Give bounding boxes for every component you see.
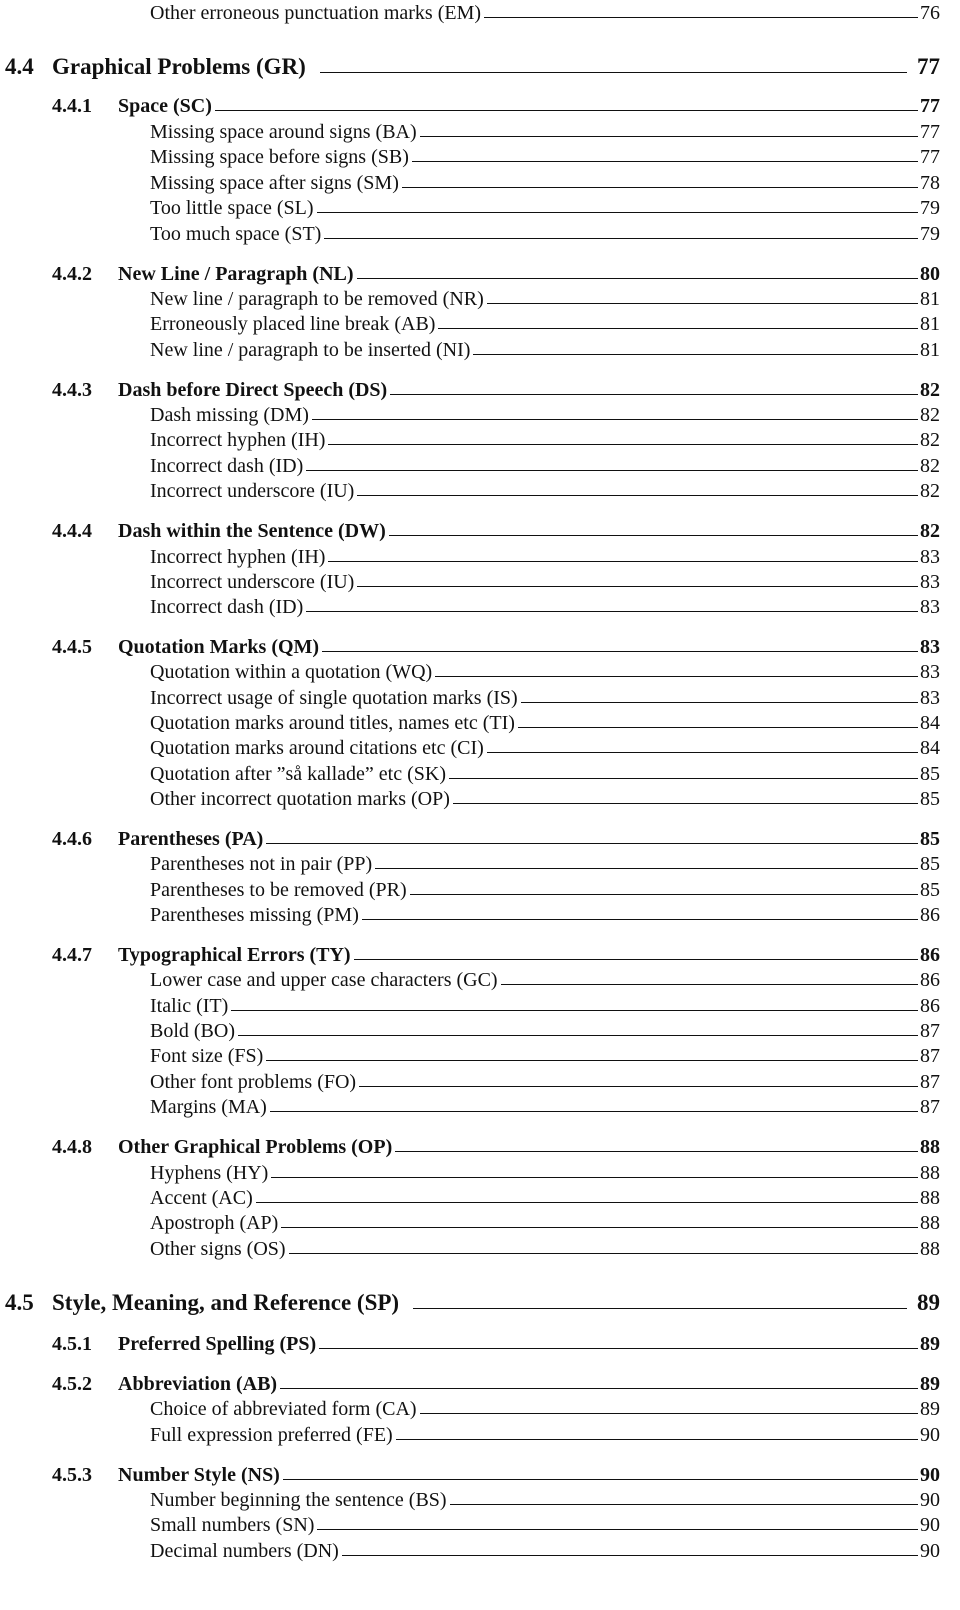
toc-leader-line: [283, 1479, 918, 1480]
toc-entry-label: Incorrect dash (ID): [150, 596, 304, 618]
toc-item: [150, 1212, 940, 1235]
toc-entry-label: Incorrect dash (ID): [150, 455, 304, 477]
toc-leader-line: [317, 212, 918, 213]
toc-entry-label: Number beginning the sentence (BS): [150, 1489, 447, 1511]
toc-leader-line: [266, 1060, 918, 1061]
toc-leader-line: [413, 1308, 907, 1309]
toc-leader-line: [395, 1151, 918, 1152]
toc-entry-number: 4.4.7: [52, 944, 92, 966]
toc-entry-label: Abbreviation (AB): [118, 1373, 278, 1395]
toc-item: [150, 404, 940, 427]
toc-leader-line: [270, 1111, 918, 1112]
toc-item: [150, 1398, 940, 1421]
toc-entry-label: Graphical Problems (GR): [52, 54, 306, 79]
toc-subsection: [52, 1333, 940, 1356]
toc-leader-line: [396, 1439, 918, 1440]
toc-page-number: 88: [920, 1212, 940, 1234]
toc-page-number: 83: [920, 546, 940, 568]
toc-entry-label: Incorrect hyphen (IH): [150, 546, 326, 568]
toc-entry-label: Full expression preferred (FE): [150, 1424, 393, 1446]
toc-page-number: 82: [920, 429, 940, 451]
toc-entry-label: Choice of abbreviated form (CA): [150, 1398, 417, 1420]
toc-page-number: 83: [920, 687, 940, 709]
toc-page-number: 83: [920, 571, 940, 593]
toc-entry-label: New line / paragraph to be removed (NR): [150, 288, 484, 310]
toc-item: [150, 121, 940, 144]
toc-leader-line: [342, 1555, 918, 1556]
toc-entry-label: Other erroneous punctuation marks (EM): [150, 2, 482, 24]
toc-entry-label: Typographical Errors (TY): [118, 944, 351, 966]
toc-entry-label: Parentheses to be removed (PR): [150, 879, 407, 901]
toc-subsection: [52, 944, 940, 967]
toc-item: [150, 853, 940, 876]
toc-item: [150, 1540, 940, 1563]
toc-entry-label: Parentheses not in pair (PP): [150, 853, 373, 875]
toc-section: [5, 54, 940, 80]
toc-entry-number: 4.4.3: [52, 379, 92, 401]
toc-leader-line: [280, 1388, 918, 1389]
toc-entry-label: Incorrect usage of single quotation marks (IS): [150, 687, 518, 709]
toc-entry-number: 4.4.5: [52, 636, 92, 658]
toc-item: [150, 995, 940, 1018]
toc-item: [150, 904, 940, 927]
toc-item: [150, 571, 940, 594]
toc-leader-line: [266, 843, 918, 844]
toc-page-number: 82: [920, 404, 940, 426]
toc-leader-line: [328, 444, 918, 445]
toc-subsection: [52, 263, 940, 286]
toc-entry-label: Quotation marks around titles, names etc (TI): [150, 712, 515, 734]
toc-leader-line: [215, 110, 918, 111]
toc-entry-label: Preferred Spelling (PS): [118, 1333, 317, 1355]
toc-item: [150, 969, 940, 992]
toc-item: [150, 1020, 940, 1043]
toc-item: [150, 546, 940, 569]
toc-leader-line: [450, 1504, 918, 1505]
toc-leader-line: [453, 803, 918, 804]
toc-leader-line: [438, 328, 918, 329]
toc-entry-label: Small numbers (SN): [150, 1514, 315, 1536]
toc-leader-line: [359, 1086, 918, 1087]
toc-page-number: 78: [920, 172, 940, 194]
toc-leader-line: [484, 17, 918, 18]
toc-leader-line: [501, 984, 918, 985]
toc-page-number: 87: [920, 1045, 940, 1067]
toc-item: [150, 737, 940, 760]
toc-entry-label: Font size (FS): [150, 1045, 264, 1067]
toc-entry-label: Incorrect underscore (IU): [150, 571, 355, 593]
toc-page-number: 77: [920, 95, 940, 117]
toc-entry-number: 4.4.2: [52, 263, 92, 285]
toc-entry-number: 4.4.1: [52, 95, 92, 117]
toc-page-number: 83: [920, 661, 940, 683]
toc-leader-line: [306, 611, 918, 612]
toc-entry-label: Dash within the Sentence (DW): [118, 520, 386, 542]
toc-leader-line: [410, 894, 918, 895]
toc-entry-label: Decimal numbers (DN): [150, 1540, 339, 1562]
toc-page-number: 81: [920, 339, 940, 361]
toc-item: [150, 429, 940, 452]
toc-item: [150, 172, 940, 195]
toc-leader-line: [412, 161, 918, 162]
toc-subsection: [52, 379, 940, 402]
toc-leader-line: [306, 470, 918, 471]
toc-page-number: 87: [920, 1071, 940, 1093]
toc-page-number: 84: [920, 712, 940, 734]
toc-page-number: 83: [920, 636, 940, 658]
toc-page-number: 80: [920, 263, 940, 285]
toc-page-number: 89: [920, 1333, 940, 1355]
toc-entry-label: Number Style (NS): [118, 1464, 280, 1486]
toc-page-number: 77: [917, 54, 940, 79]
toc-leader-line: [390, 394, 918, 395]
toc-entry-number: 4.4.4: [52, 520, 92, 542]
toc-leader-line: [357, 586, 918, 587]
toc-entry-label: Parentheses missing (PM): [150, 904, 359, 926]
toc-leader-line: [389, 535, 918, 536]
toc-entry-label: Too little space (SL): [150, 197, 314, 219]
toc-item: [150, 2, 940, 25]
toc-entry-label: Quotation within a quotation (WQ): [150, 661, 433, 683]
toc-leader-line: [354, 959, 918, 960]
toc-leader-line: [487, 752, 918, 753]
toc-item: [150, 1187, 940, 1210]
toc-entry-label: Style, Meaning, and Reference (SP): [52, 1290, 400, 1315]
toc-page-number: 76: [920, 2, 940, 24]
toc-item: [150, 480, 940, 503]
toc-entry-number: 4.5.2: [52, 1373, 92, 1395]
toc-leader-line: [324, 238, 918, 239]
toc-page-number: 81: [920, 288, 940, 310]
toc-leader-line: [271, 1177, 918, 1178]
toc-entry-label: Incorrect underscore (IU): [150, 480, 355, 502]
toc-leader-line: [319, 1348, 918, 1349]
toc-leader-line: [375, 868, 918, 869]
toc-item: [150, 1489, 940, 1512]
toc-entry-label: Quotation Marks (QM): [118, 636, 320, 658]
toc-item: [150, 1096, 940, 1119]
toc-entry-label: Dash before Direct Speech (DS): [118, 379, 388, 401]
toc-subsection: [52, 828, 940, 851]
toc-page-number: 79: [920, 223, 940, 245]
toc-leader-line: [487, 303, 918, 304]
toc-leader-line: [362, 919, 918, 920]
toc-page-number: 82: [920, 520, 940, 542]
toc-entry-number: 4.5.3: [52, 1464, 92, 1486]
toc-page-number: 86: [920, 995, 940, 1017]
toc-page-number: 84: [920, 737, 940, 759]
toc-entry-label: Dash missing (DM): [150, 404, 309, 426]
toc-entry-number: 4.5: [5, 1290, 34, 1315]
toc-leader-line: [289, 1253, 918, 1254]
toc-leader-line: [402, 187, 918, 188]
toc-leader-line: [256, 1202, 918, 1203]
toc-leader-line: [518, 727, 918, 728]
toc-subsection: [52, 1136, 940, 1159]
toc-item: [150, 712, 940, 735]
toc-leader-line: [521, 702, 918, 703]
toc-page-number: 86: [920, 904, 940, 926]
toc-item: [150, 197, 940, 220]
toc-page-number: 89: [920, 1398, 940, 1420]
toc-page-number: 86: [920, 944, 940, 966]
toc-item: [150, 313, 940, 336]
toc-leader-line: [238, 1035, 918, 1036]
toc-page-number: 90: [920, 1464, 940, 1486]
toc-entry-label: Parentheses (PA): [118, 828, 264, 850]
toc-page-number: 85: [920, 853, 940, 875]
toc-entry-label: Space (SC): [118, 95, 212, 117]
toc-entry-label: Missing space before signs (SB): [150, 146, 409, 168]
toc-subsection: [52, 636, 940, 659]
toc-entry-label: Hyphens (HY): [150, 1162, 269, 1184]
toc-page-number: 81: [920, 313, 940, 335]
toc-page-number: 86: [920, 969, 940, 991]
toc-entry-label: Bold (BO): [150, 1020, 235, 1042]
toc-page-number: 90: [920, 1514, 940, 1536]
toc-page-number: 85: [920, 763, 940, 785]
toc-entry-label: Missing space around signs (BA): [150, 121, 417, 143]
toc-item: [150, 339, 940, 362]
toc-leader-line: [357, 495, 918, 496]
toc-page-number: 88: [920, 1187, 940, 1209]
toc-page-number: 90: [920, 1424, 940, 1446]
toc-leader-line: [357, 278, 918, 279]
toc-entry-label: Quotation marks around citations etc (CI): [150, 737, 484, 759]
toc-page-number: 82: [920, 379, 940, 401]
toc-entry-label: Apostroph (AP): [150, 1212, 279, 1234]
toc-leader-line: [281, 1227, 918, 1228]
toc-item: [150, 596, 940, 619]
toc-leader-line: [435, 676, 918, 677]
toc-item: [150, 763, 940, 786]
toc-entry-label: Accent (AC): [150, 1187, 253, 1209]
toc-item: [150, 687, 940, 710]
toc-item: [150, 1071, 940, 1094]
toc-item: [150, 1045, 940, 1068]
toc-item: [150, 288, 940, 311]
toc-page-number: 87: [920, 1020, 940, 1042]
toc-leader-line: [322, 651, 918, 652]
toc-page-number: 90: [920, 1540, 940, 1562]
toc-leader-line: [320, 72, 907, 73]
toc-entry-label: Other incorrect quotation marks (OP): [150, 788, 450, 810]
toc-entry-label: Missing space after signs (SM): [150, 172, 399, 194]
toc-page-number: 90: [920, 1489, 940, 1511]
toc-leader-line: [420, 136, 918, 137]
toc-entry-label: Too much space (ST): [150, 223, 322, 245]
toc-subsection: [52, 520, 940, 543]
toc-page-number: 88: [920, 1136, 940, 1158]
toc-entry-label: Other font problems (FO): [150, 1071, 357, 1093]
toc-item: [150, 455, 940, 478]
toc-entry-number: 4.5.1: [52, 1333, 92, 1355]
toc-subsection: [52, 1464, 940, 1487]
toc-leader-line: [420, 1413, 918, 1414]
toc-page-number: 77: [920, 146, 940, 168]
toc-page-number: 82: [920, 480, 940, 502]
toc-entry-label: Incorrect hyphen (IH): [150, 429, 326, 451]
toc-leader-line: [328, 561, 918, 562]
toc-page-number: 85: [920, 788, 940, 810]
toc-item: [150, 146, 940, 169]
toc-entry-label: New Line / Paragraph (NL): [118, 263, 354, 285]
toc-entry-label: New line / paragraph to be inserted (NI): [150, 339, 471, 361]
toc-page-number: 82: [920, 455, 940, 477]
toc-item: [150, 879, 940, 902]
toc-page-number: 85: [920, 828, 940, 850]
toc-page-number: 88: [920, 1162, 940, 1184]
toc-leader-line: [231, 1010, 918, 1011]
toc-item: [150, 1238, 940, 1261]
toc-page-number: 77: [920, 121, 940, 143]
toc-leader-line: [449, 778, 918, 779]
toc-item: [150, 1424, 940, 1447]
toc-item: [150, 1162, 940, 1185]
toc-page-number: 89: [920, 1373, 940, 1395]
toc-leader-line: [317, 1529, 918, 1530]
toc-leader-line: [473, 354, 918, 355]
toc-entry-label: Italic (IT): [150, 995, 229, 1017]
toc-entry-label: Quotation after ”så kallade” etc (SK): [150, 763, 446, 785]
toc-entry-number: 4.4: [5, 54, 34, 79]
toc-page-number: 79: [920, 197, 940, 219]
toc-item: [150, 788, 940, 811]
toc-entry-number: 4.4.6: [52, 828, 92, 850]
toc-page-number: 83: [920, 596, 940, 618]
toc-subsection: [52, 95, 940, 118]
toc-item: [150, 661, 940, 684]
toc-leader-line: [312, 419, 918, 420]
toc-page-number: 89: [917, 1290, 940, 1315]
toc-entry-label: Lower case and upper case characters (GC): [150, 969, 498, 991]
toc-item: [150, 223, 940, 246]
toc-page-number: 85: [920, 879, 940, 901]
toc-entry-number: 4.4.8: [52, 1136, 92, 1158]
toc-entry-label: Other Graphical Problems (OP): [118, 1136, 393, 1158]
toc-page-number: 88: [920, 1238, 940, 1260]
toc-item: [150, 1514, 940, 1537]
toc-entry-label: Erroneously placed line break (AB): [150, 313, 436, 335]
toc-section: [5, 1290, 940, 1316]
toc-entry-label: Margins (MA): [150, 1096, 267, 1118]
toc-entry-label: Other signs (OS): [150, 1238, 286, 1260]
toc-page-number: 87: [920, 1096, 940, 1118]
toc-subsection: [52, 1373, 940, 1396]
